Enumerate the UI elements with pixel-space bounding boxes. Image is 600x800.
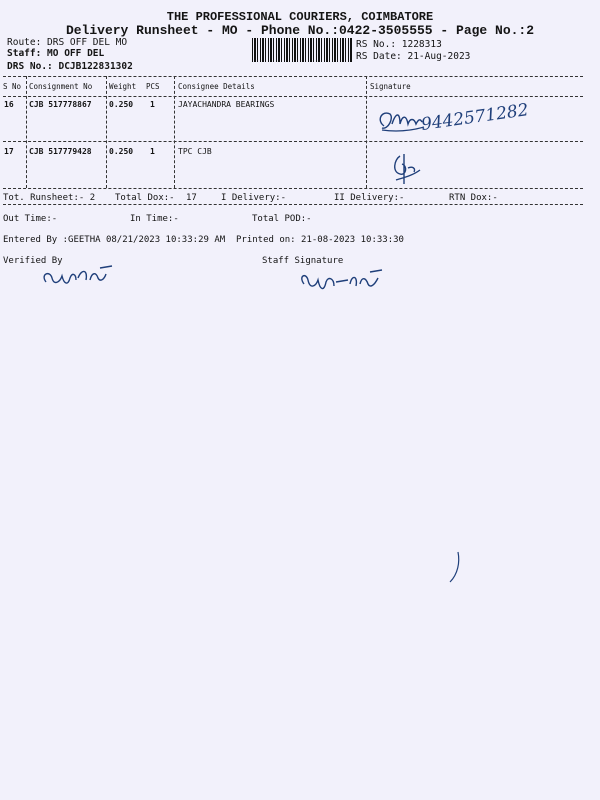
- company-name: THE PROFESSIONAL COURIERS, COIMBATORE: [166, 10, 434, 24]
- rs-number: RS No.: 1228313: [356, 39, 442, 50]
- row-sno: 17: [4, 147, 14, 156]
- stray-pen-mark: [446, 548, 466, 588]
- table-header-rule: [3, 96, 583, 97]
- col-header-sno: S No: [3, 82, 22, 91]
- row-pcs: 1: [150, 147, 155, 156]
- table-bottom-rule: [3, 188, 583, 189]
- row-consignment: CJB 517778867: [29, 100, 92, 109]
- rtn-dox: RTN Dox:-: [449, 193, 498, 203]
- drs-number: DRS No.: DCJB122831302: [7, 61, 133, 72]
- total-pod: Total POD:-: [252, 214, 312, 224]
- column-divider: [174, 76, 175, 188]
- staff-signature-label: Staff Signature: [262, 256, 344, 266]
- row-consignee: JAYACHANDRA BEARINGS: [178, 100, 275, 109]
- in-time: In Time:-: [130, 214, 179, 224]
- col-header-weight: Weight: [109, 82, 137, 91]
- col-header-pcs: PCS: [146, 82, 160, 91]
- column-divider: [366, 76, 367, 188]
- row-consignee: TPC CJB: [178, 147, 212, 156]
- row-weight: 0.250: [109, 147, 134, 156]
- rs-date: RS Date: 21-Aug-2023: [356, 51, 471, 62]
- row-sno: 16: [4, 100, 14, 109]
- runsheet-title: Delivery Runsheet - MO - Phone No.:0422-3505555 - Page No.:2: [65, 23, 535, 38]
- column-divider: [26, 76, 27, 188]
- col-header-signature: Signature: [370, 82, 411, 91]
- out-time: Out Time:-: [3, 214, 58, 224]
- staff-label: Staff: MO OFF DEL: [7, 48, 105, 59]
- summary-rule: [3, 204, 583, 205]
- row-weight: 0.250: [109, 100, 134, 109]
- verified-by-label: Verified By: [3, 256, 63, 266]
- col-header-consignee: Consignee Details: [178, 82, 255, 91]
- staff-signature-image: [296, 266, 396, 300]
- handwritten-signature-row17: [386, 150, 436, 188]
- tot-runsheet: Tot. Runsheet:- 2: [3, 193, 96, 203]
- ii-delivery: II Delivery:-: [334, 193, 405, 203]
- route-label: Route: DRS OFF DEL MO: [7, 37, 128, 48]
- handwritten-phone: 9442571282: [419, 100, 530, 135]
- table-top-rule: [3, 76, 583, 77]
- handwritten-signature-row16: [374, 100, 554, 142]
- total-dox-value: 17: [186, 193, 197, 203]
- col-header-consignment: Consignment No: [29, 82, 93, 91]
- total-dox-label: Total Dox:-: [115, 193, 175, 203]
- entered-by: Entered By :GEETHA 08/21/2023 10:33:29 AM: [3, 235, 226, 245]
- column-divider: [106, 76, 107, 188]
- verified-by-signature: [40, 260, 130, 296]
- row-consignment: CJB 517779428: [29, 147, 92, 156]
- barcode-image: [252, 38, 352, 62]
- row-pcs: 1: [150, 100, 155, 109]
- i-delivery: I Delivery:-: [221, 193, 287, 203]
- printed-on: Printed on: 21-08-2023 10:33:30: [236, 235, 404, 245]
